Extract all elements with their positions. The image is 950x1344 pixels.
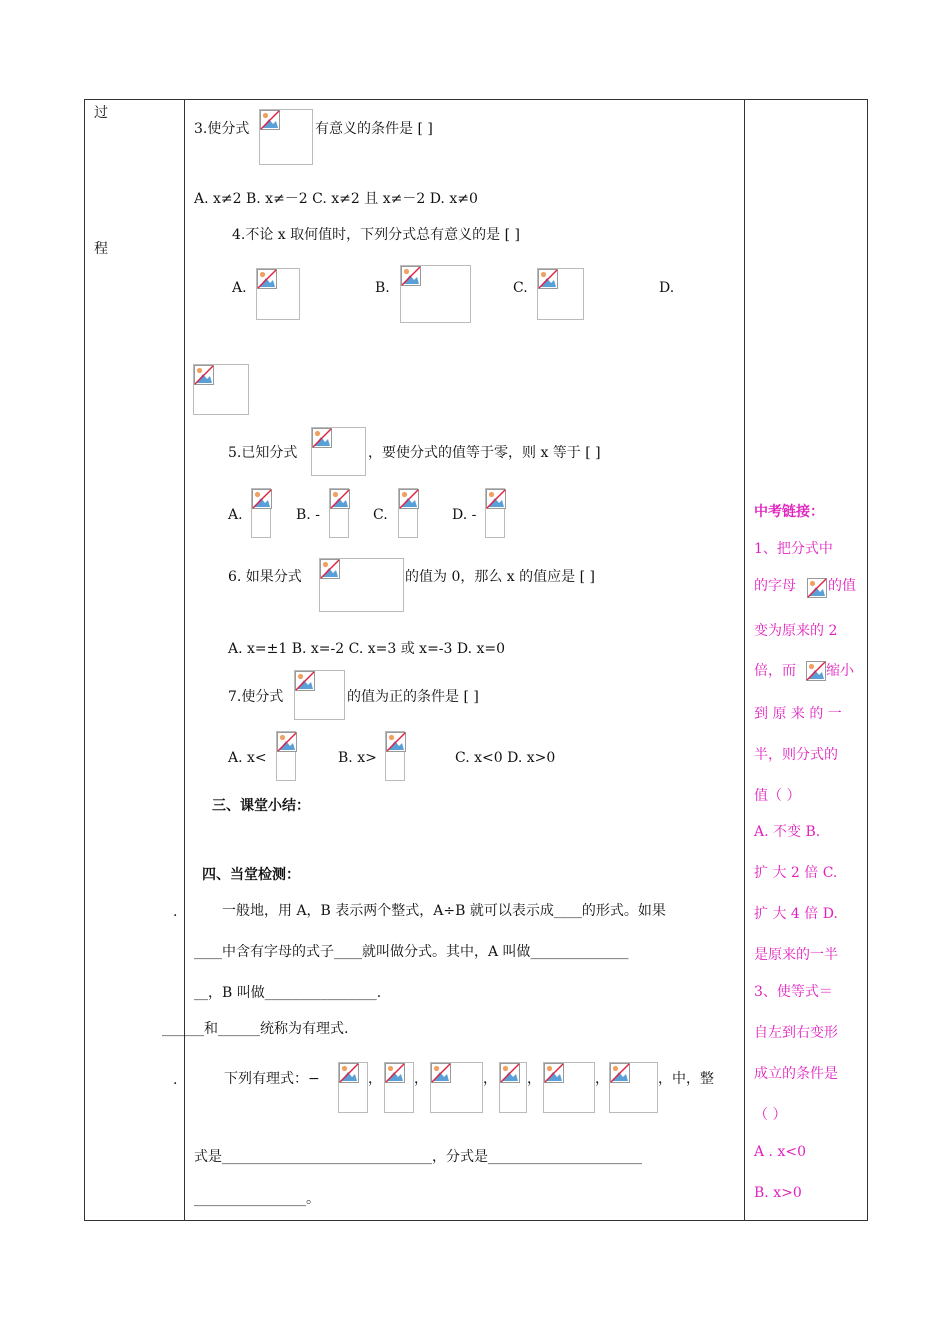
- q5-option-b-image: [329, 488, 349, 538]
- q5-option-d: D. -: [452, 507, 477, 523]
- rational-list-suffix: ，中，整: [658, 1071, 714, 1087]
- sidebar-title: 中考链接：: [754, 504, 824, 520]
- sidebar-line: 到 原 来 的 一: [754, 706, 842, 722]
- sidebar-line: 变为原来的 2: [754, 623, 838, 639]
- sidebar-line: 扩 大 4 倍 D.: [754, 906, 838, 922]
- rational-expr-image-6: [609, 1062, 658, 1113]
- rational-expr-image-3: [430, 1062, 483, 1113]
- q3-prefix: 3.使分式: [194, 121, 250, 137]
- q4-option-c-image: [537, 268, 584, 320]
- q5-fraction-image: [311, 427, 366, 476]
- broken-image-icon: [399, 489, 419, 509]
- rational-expr-image-5: [543, 1062, 595, 1113]
- broken-image-icon: [486, 489, 506, 509]
- list-comma: ，: [483, 1071, 497, 1087]
- q5-option-c: C.: [373, 507, 388, 523]
- broken-image-icon: [431, 1063, 451, 1083]
- q7-option-b-image: [385, 731, 405, 781]
- sidebar-line: 1、把分式中: [754, 541, 833, 557]
- list-comma: ，: [595, 1071, 609, 1087]
- q5-option-c-image: [398, 488, 418, 538]
- rational-list-prefix: 下列有理式：−: [224, 1071, 320, 1087]
- q7-fraction-image: [294, 670, 345, 720]
- answer-line-1: 式是______________________________，分式是______________________: [194, 1149, 642, 1165]
- left-label-1: 过: [94, 105, 108, 121]
- detection-line-3: __，B 叫做________________.: [194, 985, 382, 1001]
- answer-line-2: ________________。: [194, 1191, 320, 1207]
- broken-image-icon: [252, 489, 272, 509]
- q4-option-b-image: [400, 265, 471, 323]
- q5-option-b: B. -: [296, 507, 320, 523]
- q4-option-a: A.: [232, 280, 247, 296]
- q4-text: 4.不论 x 取何值时，下列分式总有意义的是 [ ]: [232, 227, 520, 243]
- sidebar-line: 半，则分式的: [754, 747, 838, 763]
- q7-prefix: 7.使分式: [228, 689, 284, 705]
- broken-image-icon: [385, 1063, 405, 1083]
- q6-fraction-image: [319, 558, 404, 612]
- sidebar-line: 倍，而: [754, 663, 796, 679]
- q6-options: A. x=±1 B. x=-2 C. x=3 或 x=-3 D. x=0: [228, 641, 506, 657]
- broken-image-icon: [295, 671, 315, 691]
- sidebar-line: （ ）: [754, 1107, 787, 1123]
- broken-image-icon: [194, 365, 214, 385]
- q4-option-d: D.: [659, 280, 675, 296]
- broken-image-icon: [260, 110, 280, 130]
- broken-image-icon: [610, 1063, 630, 1083]
- q5-suffix: ，要使分式的值等于零，则 x 等于 [ ]: [368, 445, 601, 461]
- q5-option-d-image: [485, 488, 505, 538]
- broken-image-icon: [386, 732, 406, 752]
- list-comma: ，: [368, 1071, 382, 1087]
- broken-image-icon: [806, 661, 826, 681]
- q7-option-a-image: [276, 731, 296, 781]
- q5-option-a-image: [251, 488, 271, 538]
- detection-line-1: 一般地，用 A，B 表示两个整式，A÷B 就可以表示成____的形式。如果: [222, 903, 666, 919]
- broken-image-icon: [500, 1063, 520, 1083]
- q4-option-c: C.: [513, 280, 528, 296]
- q3-suffix: 有意义的条件是 [ ]: [315, 121, 433, 137]
- broken-image-icon: [339, 1063, 359, 1083]
- column-divider-right: [744, 99, 745, 1221]
- q6-suffix: 的值为 0，那么 x 的值应是 [ ]: [405, 569, 595, 585]
- q3-fraction-image: [259, 109, 313, 165]
- sidebar-line: B. x>0: [754, 1185, 802, 1201]
- broken-image-icon: [312, 428, 332, 448]
- sidebar-line: 自左到右变形: [754, 1025, 838, 1041]
- column-divider-left: [184, 99, 185, 1221]
- sidebar-line: 是原来的一半: [754, 947, 838, 963]
- q7-option-b: B. x>: [338, 750, 377, 766]
- q4-option-d-image: [193, 364, 249, 415]
- list-comma: ，: [414, 1071, 428, 1087]
- rational-expr-image-1: [338, 1062, 368, 1113]
- broken-image-icon: [401, 266, 421, 286]
- rational-expr-image-4: [499, 1062, 527, 1113]
- sidebar-line: 的值: [828, 578, 856, 594]
- q4-option-a-image: [256, 268, 300, 320]
- sidebar-line: 缩小: [826, 663, 854, 679]
- section-4-title: 四、当堂检测：: [202, 867, 300, 883]
- left-label-2: 程: [94, 241, 108, 257]
- broken-image-icon: [257, 269, 277, 289]
- sidebar-line: 值（ ）: [754, 788, 801, 804]
- broken-image-icon: [320, 559, 340, 579]
- sidebar-line: A . x<0: [754, 1144, 806, 1160]
- q7-options-cd: C. x<0 D. x>0: [455, 750, 556, 766]
- q5-option-a: A.: [228, 507, 243, 523]
- broken-image-icon: [807, 578, 827, 598]
- q7-option-a: A. x<: [228, 750, 267, 766]
- broken-image-icon: [277, 732, 297, 752]
- broken-image-icon: [538, 269, 558, 289]
- dot-marker-1: .: [173, 904, 178, 920]
- rational-expr-image-2: [384, 1062, 414, 1113]
- section-3-title: 三、课堂小结：: [212, 798, 310, 814]
- q7-suffix: 的值为正的条件是 [ ]: [347, 689, 479, 705]
- q4-option-b: B.: [375, 280, 390, 296]
- q5-prefix: 5.已知分式: [228, 445, 298, 461]
- sidebar-line: 的字母: [754, 578, 796, 594]
- detection-line-2: ____中含有字母的式子____就叫做分式。其中，A 叫做______________: [194, 944, 629, 960]
- broken-image-icon: [544, 1063, 564, 1083]
- detection-line-4: ______和______统称为有理式.: [162, 1021, 349, 1037]
- sidebar-line: 成立的条件是: [754, 1066, 838, 1082]
- sidebar-line: 扩 大 2 倍 C.: [754, 865, 838, 881]
- table-frame: [84, 99, 868, 1221]
- sidebar-line: A. 不变 B.: [754, 824, 821, 840]
- dot-marker-2: .: [173, 1072, 178, 1088]
- q3-options: A. x≠2 B. x≠－2 C. x≠2 且 x≠－2 D. x≠0: [194, 191, 478, 207]
- sidebar-line: 3、使等式＝: [754, 984, 833, 1000]
- list-comma: ，: [527, 1071, 541, 1087]
- q6-prefix: 6. 如果分式: [228, 569, 302, 585]
- broken-image-icon: [330, 489, 350, 509]
